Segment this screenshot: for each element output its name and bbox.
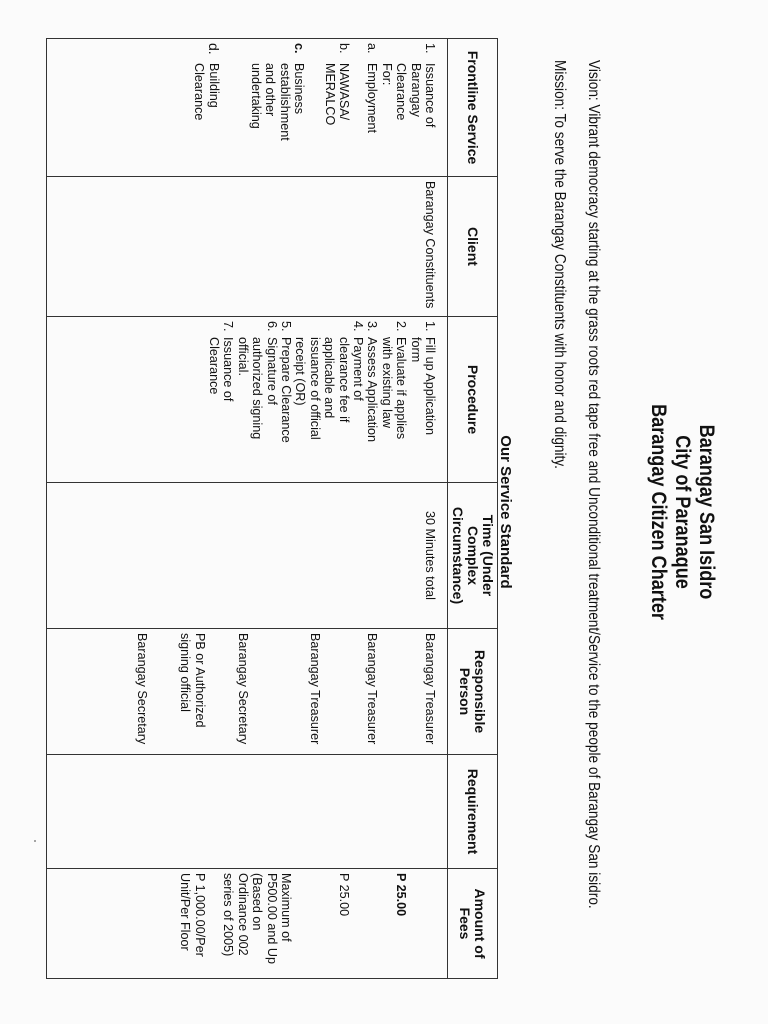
table-header-row: [448, 39, 498, 979]
city-name: City of Paranaque: [671, 435, 694, 589]
frontline-item-b: b. NAWASA/ MERALCO: [322, 43, 351, 126]
procedure-step: 4. Payment of clearance fee if applicable and issuance of official receipt (OR): [293, 321, 365, 440]
procedure-step: 6. Signature of authorized signing official.: [235, 321, 279, 440]
procedure-step: 1. Fill up Application form: [408, 321, 437, 436]
col-fees-header: Amount of Fees: [448, 869, 498, 979]
service-standard-title: Our Service Standard: [497, 435, 514, 589]
procedure-step: 5. Prepare Clearance: [278, 321, 293, 443]
client-cell: Barangay Constituents: [47, 177, 448, 317]
procedure-cell: [47, 317, 448, 483]
col-frontline-header: Frontline Service: [448, 39, 498, 177]
procedure-step: 7. Issuance of Clearance: [206, 321, 236, 402]
frontline-service-cell: [47, 39, 448, 177]
fees-cell: P 25.00 P 25.00 Maximum of P500.00 and Up (Based on Ordinance 002 series of 2005) P 1,000.00/Per Unit/Per Floor: [47, 869, 448, 979]
col-responsible-header: Responsible Person: [448, 629, 498, 755]
vision-statement: Vision: Vibrant democracy starting at the grass roots red tape free and Unconditional treatment/Service to the people of Barangay San isidro.: [585, 60, 602, 909]
responsible-person-cell: Barangay Treasurer Barangay Treasurer Barangay Treasurer Barangay Secretary PB or Authorized signing official Barangay Secretary: [47, 629, 448, 755]
service-standard-table: [46, 38, 498, 979]
col-client-header: Client: [448, 177, 498, 317]
table-row: [47, 39, 448, 979]
time-cell: 30 Minutes total: [47, 483, 448, 629]
procedure-step: 3. Assess Application: [365, 321, 380, 443]
barangay-name: Barangay San Isidro: [695, 424, 718, 600]
frontline-item-1: 1. Issuance of Barangay Clearance For:: [379, 43, 437, 128]
frontline-item-a: a. Employment: [365, 43, 380, 133]
scan-speck: [34, 840, 36, 842]
procedure-step: 2. Evaluate if applies with existing law: [379, 321, 409, 440]
frontline-item-c: c. Business establishment and other undertaking: [248, 43, 307, 141]
col-procedure-header: Procedure: [448, 317, 498, 483]
charter-title: Barangay Citizen Charter: [647, 404, 670, 620]
col-time-header: Time (Under Complex Circumstance): [448, 483, 498, 629]
requirement-cell: [47, 755, 448, 869]
col-requirement-header: Requirement: [448, 755, 498, 869]
mission-statement: Mission: To serve the Barangay Constituents with honor and dignity.: [551, 60, 568, 469]
frontline-item-d: d. Building Clearance: [192, 43, 222, 121]
